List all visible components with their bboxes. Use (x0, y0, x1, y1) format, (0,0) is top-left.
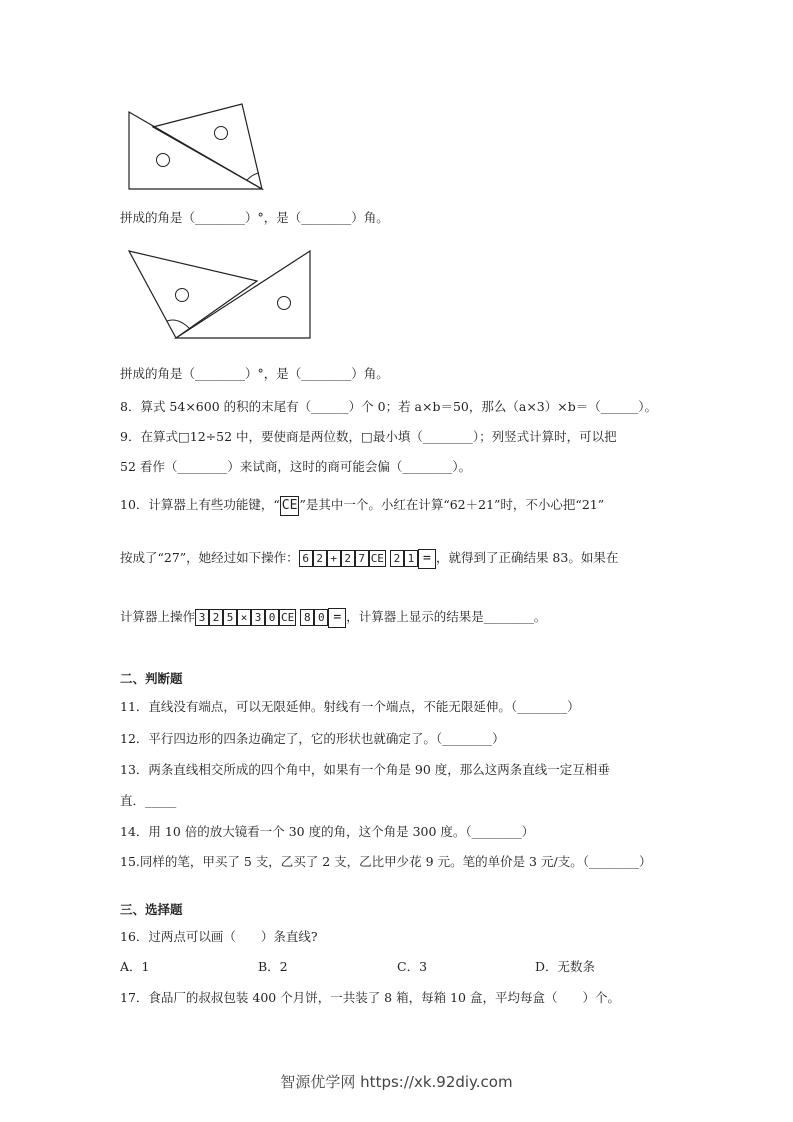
calc-key: 2 (209, 609, 223, 626)
question-12: 12．平行四边形的四条边确定了，它的形状也就确定了。（________） (120, 731, 505, 746)
question-13-line2: 直．_____ (120, 793, 177, 808)
question-14: 14．用 10 倍的放大镜看一个 30 度的角，这个角是 300 度。（________） (120, 824, 535, 839)
circle-mark (278, 297, 291, 310)
calc-key: 3 (251, 609, 265, 626)
option-c[interactable]: C．3 (397, 959, 428, 974)
triangle-right (153, 104, 262, 189)
circle-mark (215, 127, 228, 140)
section-3-title: 三、选择题 (120, 902, 183, 917)
ce-key: CE (280, 496, 300, 516)
q10-text: ”是其中一个。小红在计算“62＋21”时，不小心把“21” (299, 497, 605, 512)
q10-text: ，计算器上显示的结果是________。 (346, 609, 547, 624)
calc-key: 5 (223, 609, 237, 626)
q10-text: ，就得到了正确结果 83。如果在 (435, 550, 619, 565)
key-sequence-1 (299, 549, 436, 569)
question-16: 16．过两点可以画（ ）条直线? (120, 929, 318, 944)
question-9-line1: 9．在算式□12÷52 中，要使商是两位数，□最小填（________）；列竖式计算时，可以把 (120, 429, 617, 444)
calc-key: 2 (341, 550, 355, 567)
calc-key: + (327, 550, 341, 567)
option-d[interactable]: D．无数条 (535, 959, 596, 974)
calc-key: 2 (313, 550, 327, 567)
question-10-line3 (120, 607, 546, 628)
question-15: 15.同样的笔，甲买了 5 支，乙买了 2 支，乙比甲少花 9 元。笔的单价是 3 元/支。（________） (120, 854, 652, 869)
option-a[interactable]: A．1 (120, 959, 150, 974)
question-16-options (120, 957, 680, 975)
calc-key: 0 (265, 609, 279, 626)
calc-key: 8 (300, 609, 314, 626)
calc-key: 0 (314, 609, 328, 626)
calc-key: CE (370, 552, 384, 565)
q10-text: 计算器上操作 (120, 609, 196, 624)
option-b[interactable]: B．2 (258, 959, 288, 974)
triangle-right (176, 251, 310, 338)
circle-mark (157, 154, 170, 167)
calc-key: 7 (355, 550, 369, 567)
calc-key: CE (281, 611, 295, 624)
calc-key: × (237, 609, 251, 626)
calc-key: 2 (390, 550, 404, 567)
figure2-caption: 拼成的角是（________）°，是（________）角。 (120, 366, 389, 381)
question-10-line2 (120, 548, 618, 569)
key-sequence-2 (195, 608, 346, 628)
section-2-title: 二、判断题 (120, 671, 183, 686)
question-9-line2: 52 看作（________）来试商，这时的商可能会偏（________）。 (120, 459, 472, 474)
q10-text: 按成了“27”，她经过如下操作： (120, 550, 299, 565)
q10-text: 10．计算器上有些功能键，“ (120, 497, 280, 512)
equals-key: = (418, 549, 436, 569)
calc-key: 6 (299, 550, 313, 567)
calc-key: 1 (404, 550, 418, 567)
figure-triangles-2 (120, 245, 320, 345)
equals-key: = (328, 608, 346, 628)
figure1-caption: 拼成的角是（________）°，是（________）角。 (120, 210, 389, 225)
angle-arc (247, 173, 259, 180)
question-11: 11．直线没有端点，可以无限延伸。射线有一个端点，不能无限延伸。（________） (120, 699, 580, 714)
footer-watermark: 智源优学网 https://xk.92diy.com (280, 1073, 513, 1091)
triangle-left (129, 251, 257, 338)
figure-triangles-1 (120, 100, 270, 195)
question-17: 17．食品厂的叔叔包装 400 个月饼，一共装了 8 箱，每箱 10 盒，平均每盒（ ）个。 (120, 990, 620, 1005)
question-8: 8．算式 54×600 的积的末尾有（______）个 0；若 a×b＝50，那么（a×3）×b＝（______）。 (120, 399, 657, 414)
calc-key: 3 (195, 609, 209, 626)
question-10-line1 (120, 495, 604, 516)
circle-mark (176, 289, 189, 302)
question-13-line1: 13．两条直线相交所成的四个角中，如果有一个角是 90 度，那么这两条直线一定互相垂 (120, 762, 610, 777)
